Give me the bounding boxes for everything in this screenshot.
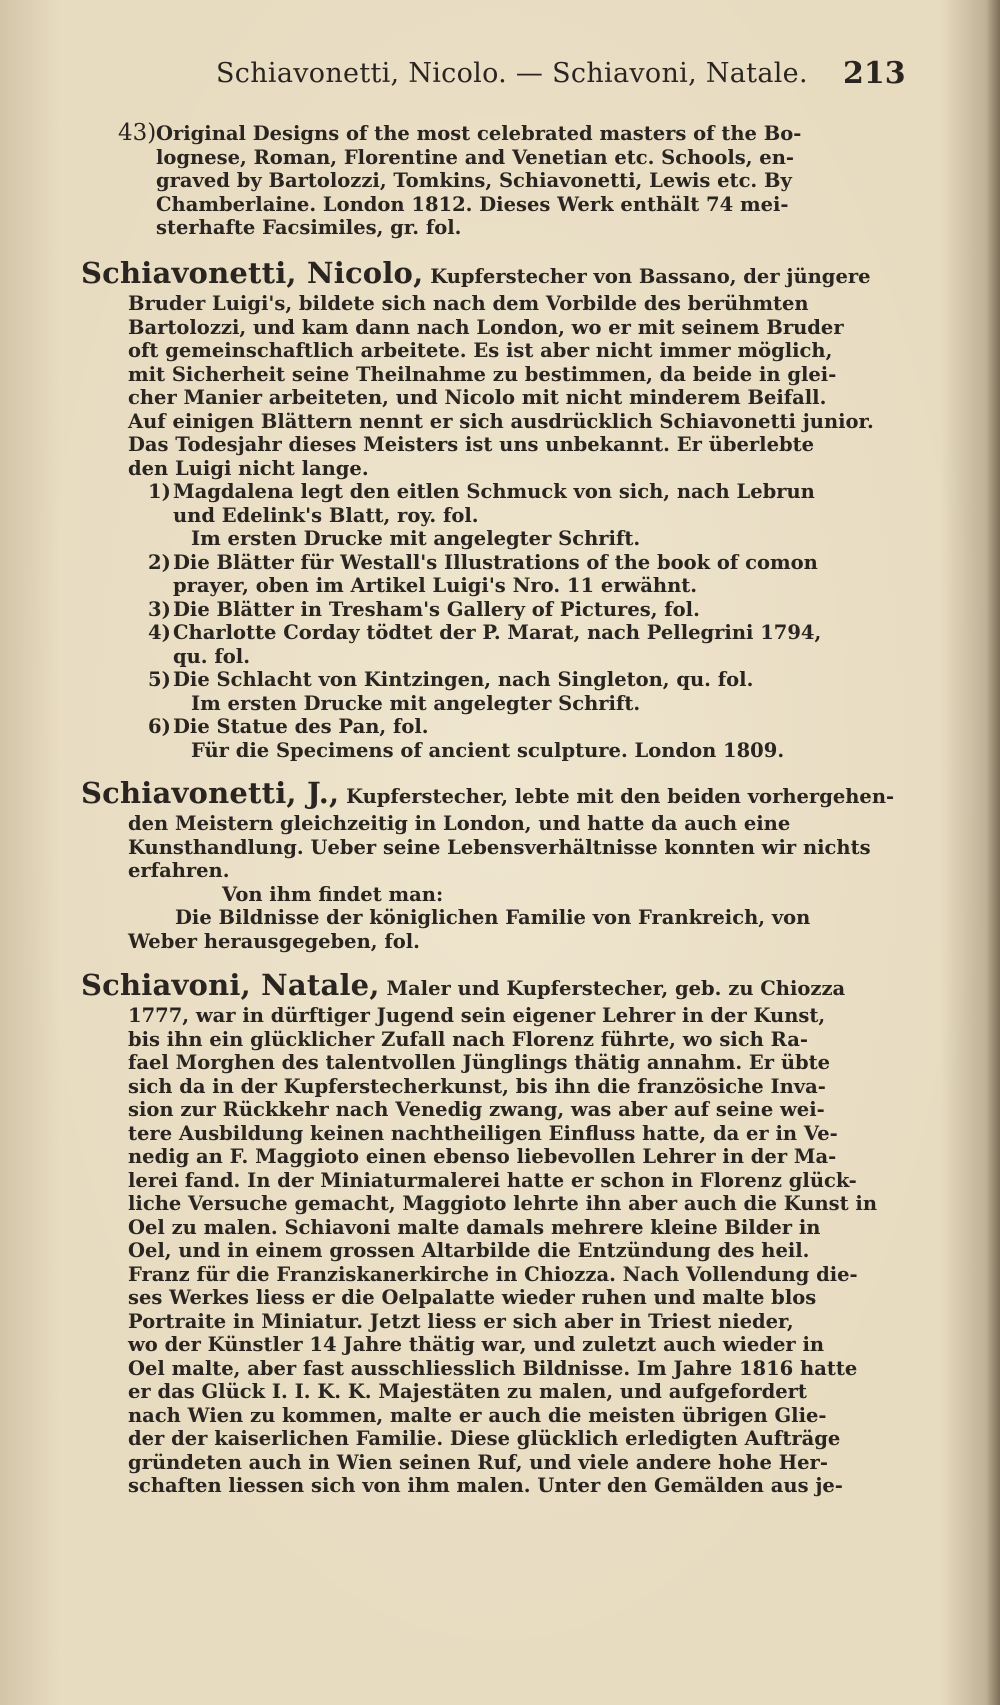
entry-j-subhead: Von ihm findet man:	[222, 882, 444, 906]
work-item	[148, 668, 874, 692]
work-number: 1)	[148, 480, 171, 503]
entry-natale	[81, 968, 878, 1498]
work-note: Im ersten Drucke mit angelegter Schrift.	[191, 527, 641, 550]
entry-natale-line: liche Versuche gemacht, Maggioto lehrte ihn aber auch die Kunst in	[128, 1192, 878, 1215]
entry-natale-line: sich da in der Kupferstecherkunst, bis ihn die französiche Inva-	[128, 1074, 826, 1098]
entry-nicolo-line: cher Manier arbeiteten, und Nicolo mit nicht minderem Beifall.	[128, 386, 827, 409]
entry-j-work-line: Die Bildnisse der königlichen Familie von Frankreich, von	[175, 906, 811, 929]
work-text: Charlotte Corday tödtet der P. Marat, nach Pellegrini 1794,	[173, 621, 822, 644]
entry-natale-line: bis ihn ein glücklicher Zufall nach Florenz führte, wo sich Ra-	[128, 1027, 808, 1051]
entry-nicolo-line: Auf einigen Blättern nennt er sich ausdrücklich Schiavonetti junior.	[128, 409, 874, 433]
entry-natale-line: wo der Künstler 14 Jahre thätig war, und zuletzt auch wieder in	[128, 1333, 825, 1356]
item-43-line: Original Designs of the most celebrated masters of the Bo-	[156, 122, 802, 145]
entry-natale-line: der der kaiserlichen Familie. Diese glücklich erledigten Aufträge	[128, 1427, 841, 1450]
entry-j-headword: Schiavonetti, J.,	[81, 776, 340, 810]
work-note: Im ersten Drucke mit angelegter Schrift.	[191, 691, 641, 715]
entry-nicolo-first-line	[81, 256, 874, 292]
work-note: Für die Specimens of ancient sculpture. London 1809.	[191, 738, 785, 762]
item-43-line: graved by Bartolozzi, Tomkins, Schiavonetti, Lewis etc. By	[156, 169, 792, 192]
entry-natale-line: Oel malte, aber fast ausschliesslich Bildnisse. Im Jahre 1816 hatte	[128, 1356, 858, 1380]
work-item	[148, 550, 874, 575]
work-continuation: und Edelink's Blatt, roy. fol.	[173, 503, 479, 527]
entry-j-first-line-text: Kupferstecher, lebte mit den beiden vorhergehen-	[346, 785, 895, 808]
entry-natale-line: fael Morghen des talentvollen Jünglings thätig annahm. Er übte	[128, 1051, 831, 1074]
item-43-first-line	[118, 122, 801, 146]
entry-j	[81, 776, 895, 953]
entry-natale-line: nedig an F. Maggioto einen ebenso liebevollen Lehrer in der Ma-	[128, 1145, 837, 1168]
entry-natale-line: Franz für die Franziskanerkirche in Chiozza. Nach Vollendung die-	[128, 1262, 858, 1286]
work-number: 4)	[148, 621, 171, 644]
entry-natale-line: Oel zu malen. Schiavoni malte damals mehrere kleine Bilder in	[128, 1215, 821, 1239]
entry-natale-headword: Schiavoni, Natale,	[81, 968, 380, 1002]
work-text: Die Blätter in Tresham's Gallery of Pictures, fol.	[173, 597, 700, 621]
entry-natale-line: er das Glück I. I. K. K. Majestäten zu malen, und aufgefordert	[128, 1380, 807, 1403]
entry-natale-first-line-text: Maler und Kupferstecher, geb. zu Chiozza	[386, 977, 846, 1000]
work-number: 6)	[148, 715, 171, 738]
running-header	[0, 58, 1000, 98]
entry-natale-line: Portraite in Miniatur. Jetzt liess er sich aber in Triest nieder,	[128, 1309, 794, 1333]
entry-j-work-line: Weber herausgegeben, fol.	[128, 929, 420, 953]
work-continuation: prayer, oben im Artikel Luigi's Nro. 11 erwähnt.	[173, 574, 698, 597]
entry-natale-line: ses Werkes liess er die Oelpalatte wieder ruhen und malte blos	[128, 1286, 817, 1309]
entry-nicolo-line: Bruder Luigi's, bildete sich nach dem Vorbilde des berühmten	[128, 292, 809, 315]
entry-natale-line: gründeten auch in Wien seinen Ruf, und viele andere hohe Her-	[128, 1450, 828, 1474]
page-number: 213	[843, 56, 906, 91]
entry-natale-line: tere Ausbildung keinen nachtheiligen Einfluss hatte, da er in Ve-	[128, 1121, 838, 1145]
work-item	[148, 621, 874, 645]
entry-nicolo-line: oft gemeinschaftlich arbeitete. Es ist aber nicht immer möglich,	[128, 339, 833, 362]
entry-natale-first-line	[81, 968, 877, 1004]
page-edge-shadow	[986, 0, 1000, 1705]
work-number: 5)	[148, 668, 171, 691]
entry-nicolo-line: Das Todesjahr dieses Meisters ist uns unbekannt. Er überlebte	[128, 433, 815, 456]
entry-nicolo-first-line-text: Kupferstecher von Bassano, der jüngere	[430, 265, 871, 288]
work-text: Die Statue des Pan, fol.	[173, 715, 429, 738]
entry-natale-line: 1777, war in dürftiger Jugend sein eigener Lehrer in der Kunst,	[128, 1004, 826, 1027]
entry-natale-line: nach Wien zu kommen, malte er auch die meisten übrigen Glie-	[128, 1403, 827, 1427]
work-number: 2)	[148, 550, 171, 574]
entry-j-line: erfahren.	[128, 859, 230, 882]
entry-j-first-line	[81, 776, 895, 812]
entry-nicolo-line: den Luigi nicht lange.	[128, 456, 369, 480]
item-43-number: 43)	[118, 120, 157, 146]
item-43-line: Chamberlaine. London 1812. Dieses Werk enthält 74 mei-	[156, 192, 789, 216]
entry-nicolo-headword: Schiavonetti, Nicolo,	[81, 256, 424, 290]
work-item	[148, 480, 874, 504]
work-text: Die Schlacht von Kintzingen, nach Singleton, qu. fol.	[173, 668, 754, 691]
header-title: Schiavonetti, Nicolo. — Schiavoni, Natale.	[216, 58, 808, 89]
work-item	[148, 597, 874, 622]
entry-natale-line: lerei fand. In der Miniaturmalerei hatte er schon in Florenz glück-	[128, 1168, 857, 1192]
entry-nicolo-line: mit Sicherheit seine Theilnahme zu bestimmen, da beide in glei-	[128, 362, 837, 386]
item-43	[118, 120, 802, 240]
work-number: 3)	[148, 597, 171, 621]
entry-nicolo-line: Bartolozzi, und kam dann nach London, wo er mit seinem Bruder	[128, 315, 844, 339]
entry-natale-body	[81, 1004, 877, 1498]
entry-natale-line: schaften liessen sich von ihm malen. Unter den Gemälden aus je-	[128, 1474, 843, 1497]
entry-nicolo	[81, 256, 874, 762]
work-text: Die Blätter für Westall's Illustrations of the book of comon	[173, 550, 818, 574]
work-continuation: qu. fol.	[173, 644, 250, 668]
work-text: Magdalena legt den eitlen Schmuck von sich, nach Lebrun	[173, 480, 815, 503]
entry-j-line: Kunsthandlung. Ueber seine Lebensverhältnisse konnten wir nichts	[128, 835, 871, 859]
entry-j-body	[81, 812, 894, 953]
item-43-line: sterhafte Facsimiles, gr. fol.	[156, 216, 462, 239]
entry-nicolo-body	[81, 292, 874, 480]
entry-natale-line: sion zur Rückkehr nach Venedig zwang, was aber auf seine wei-	[128, 1098, 825, 1121]
entry-j-line: den Meistern gleichzeitig in London, und hatte da auch eine	[128, 812, 791, 835]
entry-natale-line: Oel, und in einem grossen Altarbilde die Entzündung des heil.	[128, 1239, 810, 1262]
entry-nicolo-works	[81, 480, 874, 762]
work-item	[148, 715, 874, 739]
item-43-line: lognese, Roman, Florentine and Venetian etc. Schools, en-	[156, 145, 794, 169]
